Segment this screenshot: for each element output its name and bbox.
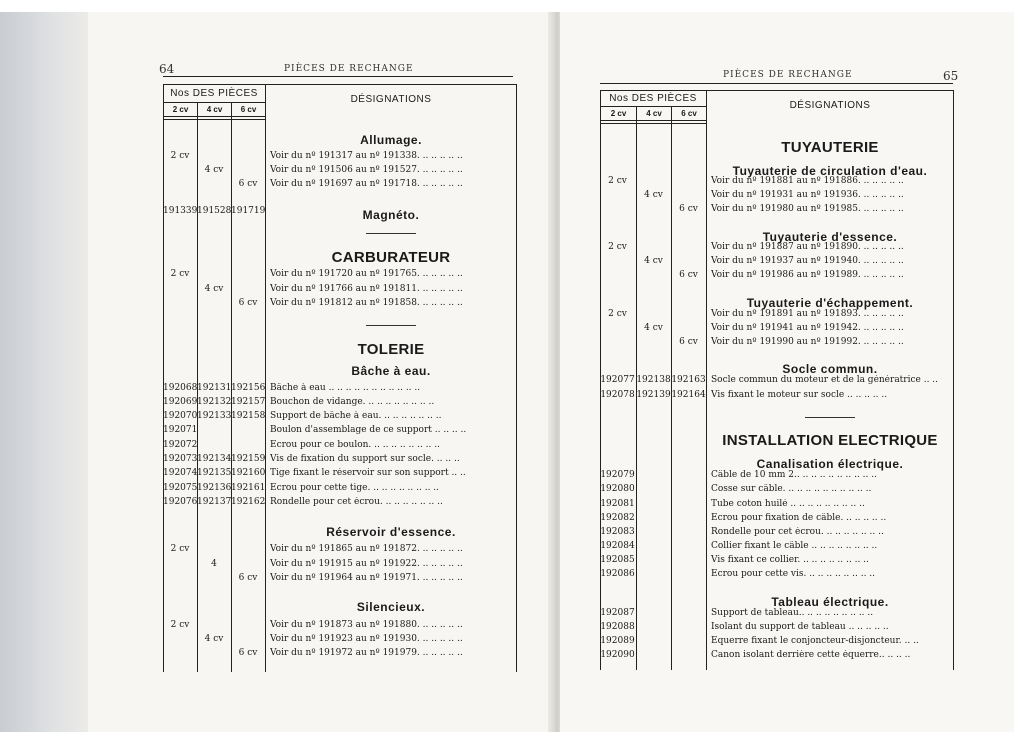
- section-title: Réservoir d'essence.: [326, 525, 456, 539]
- designation: Équerre fixant le conjoncteur-disjoncteur. .. ..: [711, 636, 919, 646]
- table-row: [88, 151, 556, 164]
- left-shadow: [0, 12, 88, 732]
- designation: Écrou pour ce boulon. .. .. .. .. .. .. .. ..: [270, 440, 440, 450]
- table-row: [560, 513, 1014, 526]
- table-row: [88, 269, 556, 282]
- designation: Collier fixant le câble .. .. .. .. .. .. .. ..: [711, 541, 878, 551]
- part-number-6cv: 191719: [231, 206, 266, 216]
- part-number-2cv: 192083: [600, 527, 635, 537]
- designation: Voir du nº 191865 au nº 191872. .. .. .. .. ..: [270, 544, 463, 554]
- part-number-4cv: 4 cv: [204, 284, 224, 294]
- part-number-2cv: 192071: [163, 425, 198, 435]
- part-number-4cv: 192135: [197, 468, 232, 478]
- table-row: [88, 648, 556, 661]
- table-row: [560, 337, 1014, 350]
- part-number-2cv: 192086: [600, 569, 635, 579]
- part-number-2cv: 192079: [600, 470, 635, 480]
- table-row: [88, 411, 556, 424]
- part-number-4cv: 4 cv: [644, 190, 663, 200]
- designation: Vis fixant ce collier. .. .. .. .. .. .. .. ..: [711, 555, 869, 565]
- col-2cv-header: 2 cv: [172, 105, 189, 114]
- section-title: Tableau électrique.: [771, 595, 889, 609]
- table-row: [560, 470, 1014, 483]
- part-number-4cv: 191528: [197, 206, 232, 216]
- section-title: Allumage.: [360, 133, 422, 147]
- part-number-6cv: 6 cv: [238, 648, 258, 658]
- designation: Voir du nº 191873 au nº 191880. .. .. .. .. ..: [270, 620, 463, 630]
- part-number-2cv: 192081: [600, 499, 635, 509]
- header-rule: [163, 102, 265, 103]
- col-2cv-header: 2 cv: [610, 109, 627, 118]
- table-row: [560, 569, 1014, 582]
- designation: Tube coton huilé .. .. .. .. .. .. .. .. ..: [711, 499, 865, 509]
- table-top: [163, 84, 516, 85]
- part-number-2cv: 192070: [163, 411, 198, 421]
- table-row: [560, 390, 1014, 403]
- part-number-4cv: 4 cv: [204, 165, 224, 175]
- part-number-4cv: 192133: [197, 411, 232, 421]
- table-row: [560, 256, 1014, 269]
- part-number-2cv: 192082: [600, 513, 635, 523]
- section-title: CARBURATEUR: [331, 249, 451, 266]
- section-title: Silencieux.: [356, 600, 426, 614]
- table-row: [88, 425, 556, 438]
- part-number-6cv: 192156: [231, 383, 266, 393]
- section-title: Canalisation électrique.: [756, 457, 904, 471]
- part-number-2cv: 192090: [600, 650, 635, 660]
- table-row: [88, 383, 556, 396]
- running-head: PIÈCES DE RECHANGE: [723, 70, 853, 80]
- table-row: [560, 499, 1014, 512]
- part-number-2cv: 192078: [600, 390, 635, 400]
- part-number-2cv: 192068: [163, 383, 198, 393]
- part-number-2cv: 192073: [163, 454, 198, 464]
- section-title: TOLERIE: [357, 341, 425, 358]
- table-row: [88, 544, 556, 557]
- part-number-6cv: 192161: [231, 483, 266, 493]
- table-row: [88, 298, 556, 311]
- section-separator: [366, 325, 416, 326]
- table-row: [88, 440, 556, 453]
- parts-header: Nos DES PIÈCES: [609, 93, 697, 104]
- designation: Voir du nº 191986 au nº 191989. .. .. .. .. ..: [711, 270, 904, 280]
- table-top: [600, 90, 953, 91]
- table-row: [88, 179, 556, 192]
- header-rule: [600, 123, 706, 124]
- part-number-2cv: 192076: [163, 497, 198, 507]
- designation: Isolant du support de tableau .. .. .. .. ..: [711, 622, 889, 632]
- designation: Tige fixant le réservoir sur son support .. ..: [270, 468, 466, 478]
- designation: Câble de 10 mm 2.. .. .. .. .. .. .. .. .. ..: [711, 470, 877, 480]
- designation: Rondelle pour cet écrou. .. .. .. .. .. .. ..: [270, 497, 443, 507]
- table-row: [560, 650, 1014, 663]
- designation: Voir du nº 191881 au nº 191886. .. .. .. .. ..: [711, 176, 904, 186]
- designation: Voir du nº 191941 au nº 191942. .. .. .. .. ..: [711, 323, 904, 333]
- part-number-2cv: 2 cv: [608, 309, 627, 319]
- designation: Rondelle pour cet écrou. .. .. .. .. .. .. ..: [711, 527, 884, 537]
- part-number-2cv: 2 cv: [170, 620, 190, 630]
- designation: Support de tableau.. .. .. .. .. .. .. .. ..: [711, 608, 874, 618]
- section-separator: [366, 233, 416, 234]
- top-rule: [163, 76, 513, 77]
- table-row: [88, 206, 556, 219]
- section-title: Socle commun.: [782, 362, 878, 376]
- section-title: Tuyauterie d'échappement.: [746, 296, 914, 310]
- part-number-2cv: 192088: [600, 622, 635, 632]
- part-number-4cv: 192131: [197, 383, 232, 393]
- header-rule: [163, 119, 265, 120]
- designation: Écrou pour cette vis. .. .. .. .. .. .. .. ..: [711, 569, 876, 579]
- part-number-6cv: 6 cv: [238, 179, 258, 189]
- table-row: [88, 634, 556, 647]
- left-page: [88, 12, 556, 732]
- designation: Voir du nº 191317 au nº 191338. .. .. .. .. ..: [270, 151, 463, 161]
- part-number-4cv: 192132: [197, 397, 232, 407]
- section-title: Tuyauterie d'essence.: [762, 230, 898, 244]
- right-page: [560, 12, 1014, 732]
- part-number-6cv: 6 cv: [679, 270, 698, 280]
- part-number-4cv: 192136: [197, 483, 232, 493]
- page-number: 65: [943, 69, 959, 83]
- header-rule: [600, 106, 706, 107]
- designation: Voir du nº 191766 au nº 191811. .. .. .. .. ..: [270, 284, 463, 294]
- designations-header: DÉSIGNATIONS: [350, 94, 432, 105]
- part-number-2cv: 192087: [600, 608, 635, 618]
- table-row: [88, 284, 556, 297]
- header-rule: [600, 120, 706, 121]
- part-number-6cv: 192159: [231, 454, 266, 464]
- designation: Voir du nº 191923 au nº 191930. .. .. .. .. ..: [270, 634, 463, 644]
- part-number-4cv: 192138: [636, 375, 671, 385]
- section-title: Magnéto.: [362, 208, 420, 222]
- table-row: [560, 622, 1014, 635]
- table-row: [88, 573, 556, 586]
- table-row: [560, 270, 1014, 283]
- col-4cv-header: 4 cv: [206, 105, 223, 114]
- part-number-2cv: 2 cv: [608, 176, 627, 186]
- designation: Bouchon de vidange. .. .. .. .. .. .. .. ..: [270, 397, 435, 407]
- col-6cv-header: 6 cv: [681, 109, 697, 118]
- parts-header: Nos DES PIÈCES: [170, 88, 258, 99]
- part-number-2cv: 192074: [163, 468, 198, 478]
- table-row: [88, 468, 556, 481]
- table-row: [560, 309, 1014, 322]
- designation: Voir du nº 191937 au nº 191940. .. .. .. .. ..: [711, 256, 904, 266]
- designation: Voir du nº 191964 au nº 191971. .. .. .. .. ..: [270, 573, 463, 583]
- col-4cv-header: 4 cv: [646, 109, 662, 118]
- part-number-2cv: 2 cv: [608, 242, 627, 252]
- part-number-2cv: 192077: [600, 375, 635, 385]
- table-row: [560, 527, 1014, 540]
- part-number-6cv: 192158: [231, 411, 266, 421]
- part-number-4cv: 192134: [197, 454, 232, 464]
- part-number-2cv: 192089: [600, 636, 635, 646]
- table-row: [88, 497, 556, 510]
- section-title: Tuyauterie de circulation d'eau.: [732, 164, 928, 178]
- section-title: INSTALLATION ELECTRIQUE: [722, 432, 938, 449]
- designation: Voir du nº 191915 au nº 191922. .. .. .. .. ..: [270, 559, 463, 569]
- col-6cv-header: 6 cv: [240, 105, 257, 114]
- designation: Voir du nº 191891 au nº 191893. .. .. .. .. ..: [711, 309, 904, 319]
- table-row: [88, 165, 556, 178]
- running-head: PIÈCES DE RECHANGE: [284, 64, 414, 74]
- designation: Voir du nº 191990 au nº 191992. .. .. .. .. ..: [711, 337, 904, 347]
- table-row: [560, 190, 1014, 203]
- designation: Voir du nº 191506 au nº 191527. .. .. .. .. ..: [270, 165, 463, 175]
- part-number-4cv: 192137: [197, 497, 232, 507]
- designation: Voir du nº 191980 au nº 191985. .. .. .. .. ..: [711, 204, 904, 214]
- table-row: [88, 397, 556, 410]
- designation: Socle commun du moteur et de la génératrice .. ..: [711, 375, 939, 385]
- table-row: [560, 608, 1014, 621]
- designation: Cosse sur câble. .. .. .. .. .. .. .. .. .. ..: [711, 484, 872, 494]
- designation: Voir du nº 191697 au nº 191718. .. .. .. .. ..: [270, 179, 463, 189]
- designation: Écrou pour cette tige. .. .. .. .. .. .. .. ..: [270, 483, 440, 493]
- table-row: [560, 484, 1014, 497]
- part-number-2cv: 2 cv: [170, 544, 190, 554]
- table-row: [560, 375, 1014, 388]
- table-row: [560, 555, 1014, 568]
- designation: Voir du nº 191931 au nº 191936. .. .. .. .. ..: [711, 190, 904, 200]
- part-number-2cv: 192080: [600, 484, 635, 494]
- page-number: 64: [159, 62, 175, 76]
- designation: Bâche à eau .. .. .. .. .. .. .. .. .. .. ..: [270, 383, 421, 393]
- part-number-2cv: 192084: [600, 541, 635, 551]
- part-number-6cv: 192163: [671, 375, 706, 385]
- part-number-6cv: 192157: [231, 397, 266, 407]
- table-row: [560, 204, 1014, 217]
- part-number-4cv: 4: [211, 559, 217, 569]
- section-title: TUYAUTERIE: [781, 139, 879, 156]
- designation: Support de bâche à eau. .. .. .. .. .. .. ..: [270, 411, 442, 421]
- part-number-2cv: 192075: [163, 483, 198, 493]
- top-rule: [600, 83, 953, 84]
- table-row: [560, 636, 1014, 649]
- part-number-2cv: 192069: [163, 397, 198, 407]
- header-rule: [163, 116, 265, 117]
- designation: Vis fixant le moteur sur socle .. .. .. .. ..: [711, 390, 888, 400]
- part-number-4cv: 4 cv: [204, 634, 224, 644]
- designation: Boulon d'assemblage de ce support .. .. .. ..: [270, 425, 467, 435]
- section-title: Bâche à eau.: [351, 364, 431, 378]
- part-number-2cv: 2 cv: [170, 151, 190, 161]
- part-number-2cv: 2 cv: [170, 269, 190, 279]
- table-row: [88, 559, 556, 572]
- designation: Voir du nº 191887 au nº 191890. .. .. .. .. ..: [711, 242, 904, 252]
- part-number-4cv: 192139: [636, 390, 671, 400]
- table-row: [560, 541, 1014, 554]
- part-number-6cv: 6 cv: [238, 573, 258, 583]
- part-number-4cv: 4 cv: [644, 256, 663, 266]
- designations-header: DÉSIGNATIONS: [789, 100, 871, 111]
- designation: Voir du nº 191812 au nº 191858. .. .. .. .. ..: [270, 298, 463, 308]
- part-number-6cv: 192160: [231, 468, 266, 478]
- part-number-6cv: 6 cv: [238, 298, 258, 308]
- part-number-6cv: 6 cv: [679, 204, 698, 214]
- table-row: [88, 620, 556, 633]
- designation: Écrou pour fixation de câble. .. .. .. .. ..: [711, 513, 887, 523]
- part-number-4cv: 4 cv: [644, 323, 663, 333]
- part-number-6cv: 192164: [671, 390, 706, 400]
- part-number-2cv: 191339: [163, 206, 198, 216]
- part-number-6cv: 6 cv: [679, 337, 698, 347]
- part-number-2cv: 192085: [600, 555, 635, 565]
- part-number-6cv: 192162: [231, 497, 266, 507]
- designation: Voir du nº 191720 au nº 191765. .. .. .. .. ..: [270, 269, 463, 279]
- section-separator: [805, 417, 855, 418]
- table-row: [560, 242, 1014, 255]
- part-number-2cv: 192072: [163, 440, 198, 450]
- table-row: [88, 454, 556, 467]
- table-row: [560, 176, 1014, 189]
- designation: Voir du nº 191972 au nº 191979. .. .. .. .. ..: [270, 648, 463, 658]
- designation: Canon isolant derrière cette équerre.. .. .. ..: [711, 650, 911, 660]
- table-row: [560, 323, 1014, 336]
- designation: Vis de fixation du support sur socle. .. .. ..: [270, 454, 460, 464]
- table-row: [88, 483, 556, 496]
